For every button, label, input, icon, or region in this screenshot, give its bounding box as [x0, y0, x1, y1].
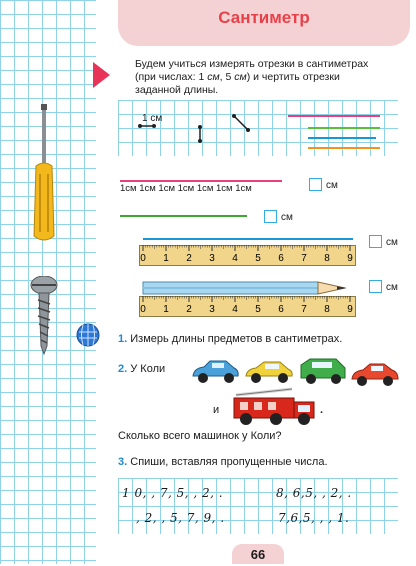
blue-segment	[143, 238, 353, 240]
ruler-2-tick-label: 9	[347, 304, 353, 315]
task-1-text: Измерь длины предметов в сантиметрах.	[130, 333, 343, 345]
answer-box-1[interactable]	[309, 178, 322, 191]
screwdriver-icon	[24, 104, 64, 244]
ruler-1-tick-label: 1	[163, 253, 169, 264]
pointer-triangle-icon	[93, 62, 110, 88]
ruler-1-tick-label: 5	[255, 253, 261, 264]
intro-line-3: заданной длины.	[135, 84, 219, 96]
task-1-number: 1.	[118, 333, 128, 345]
ruler-2-tick-label: 2	[186, 304, 192, 315]
car-icon	[190, 358, 240, 386]
intro-line-2c: ) и чертить отрезки	[246, 71, 340, 83]
ruler-2-tick-label: 8	[324, 304, 330, 315]
ruler-1-tick-label: 3	[209, 253, 215, 264]
unit-label-4: см	[386, 282, 398, 293]
task-2-and: и	[213, 404, 220, 416]
task-2-number: 2.	[118, 363, 128, 375]
cm-strip-label: 1см 1см 1см 1см 1см 1см 1см	[120, 183, 252, 194]
ruler-1-tick-label: 2	[186, 253, 192, 264]
intro-unit-1: см	[207, 71, 220, 83]
task-2	[118, 363, 165, 375]
task-2-period: .	[320, 404, 324, 416]
task-3	[118, 456, 328, 468]
red-segment	[120, 180, 282, 182]
answer-box-2[interactable]	[264, 210, 277, 223]
answer-box-3[interactable]	[369, 235, 382, 248]
ruler-2-tick-label: 4	[232, 304, 238, 315]
ruler-2-tick-label: 1	[163, 304, 169, 315]
globe-icon	[76, 323, 100, 347]
intro-line-1: Будем учиться измерять отрезки в сантиметрах	[135, 58, 369, 70]
car-icon	[244, 358, 294, 386]
ruler-1-tick-label: 0	[140, 253, 146, 264]
task-3-text: Спиши, вставляя пропущенные числа.	[130, 456, 328, 468]
demo-segments	[118, 100, 398, 156]
task-3-number: 3.	[118, 456, 128, 468]
ruler-2-tick-label: 7	[301, 304, 307, 315]
ruler-2-tick-label: 3	[209, 304, 215, 315]
pencil-icon	[140, 280, 355, 296]
ruler-1-tick-label: 9	[347, 253, 353, 264]
car-icon	[350, 360, 400, 388]
handwriting-row-1-right: 8, 6,5, , 2, .	[276, 486, 352, 500]
one-cm-label: 1 см	[142, 113, 163, 124]
ruler-2-tick-label: 6	[278, 304, 284, 315]
unit-label-1: см	[326, 180, 338, 191]
intro-line-2b: , 5	[219, 71, 235, 83]
ruler-2-ticks	[139, 296, 356, 317]
ruler-1-tick-label: 4	[232, 253, 238, 264]
fire-truck-icon	[232, 386, 318, 426]
page-title: Сантиметр	[218, 8, 310, 27]
answer-box-4[interactable]	[369, 280, 382, 293]
green-segment	[120, 215, 247, 217]
handwriting-row-1-left: 1 0, , 7, 5, , 2, .	[122, 486, 224, 500]
intro-unit-2: см	[234, 71, 247, 83]
ruler-1-tick-label: 6	[278, 253, 284, 264]
page-number: 66	[232, 544, 284, 564]
screw-icon	[26, 276, 62, 356]
task-2-question: Сколько всего машинок у Коли?	[118, 430, 282, 442]
ruler-2-tick-label: 0	[140, 304, 146, 315]
intro-line-2a: (при числах: 1	[135, 71, 208, 83]
ruler-1-tick-label: 7	[301, 253, 307, 264]
unit-label-2: см	[281, 212, 293, 223]
task-1	[118, 333, 342, 345]
intro-text	[135, 58, 405, 97]
ruler-1-ticks	[139, 245, 356, 266]
ruler-1-tick-label: 8	[324, 253, 330, 264]
ruler-2-tick-label: 5	[255, 304, 261, 315]
unit-label-3: см	[386, 237, 398, 248]
task-2-text: У Коли	[130, 363, 166, 375]
handwriting-row-2-right: 7,6,5, , , 1.	[278, 511, 350, 525]
handwriting-row-2-left: , 2, , 5, 7, 9, .	[136, 511, 225, 525]
car-icon	[298, 356, 348, 386]
